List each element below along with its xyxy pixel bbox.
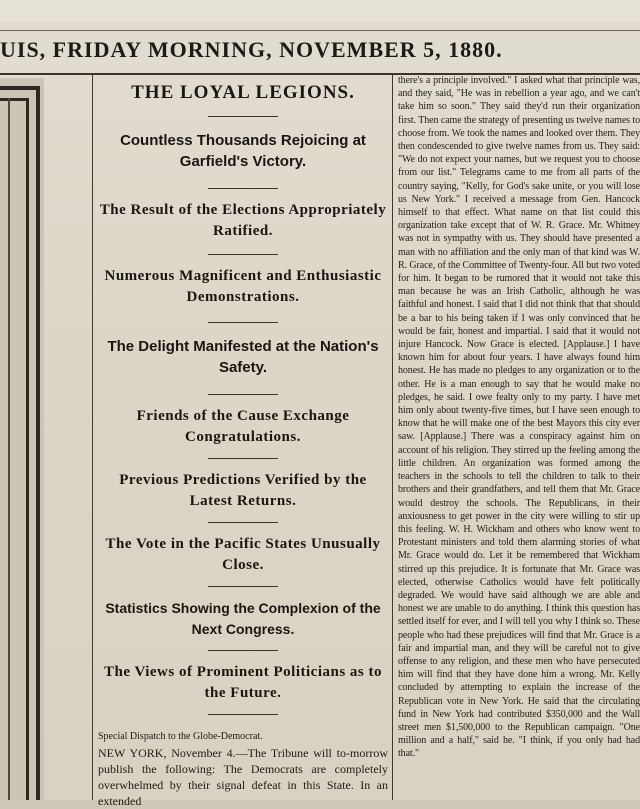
- deck-separator: [208, 394, 278, 395]
- deck-separator: [208, 254, 278, 255]
- border-band: [0, 98, 28, 101]
- deck-separator: [208, 458, 278, 459]
- lead-article: [98, 76, 388, 808]
- deck-separator: [208, 322, 278, 323]
- deck-separator: [208, 116, 278, 117]
- border-band: [36, 86, 40, 800]
- column-rule: [92, 74, 93, 800]
- deck-separator: [208, 714, 278, 715]
- headline-title: THE LOYAL LEGIONS.: [131, 82, 355, 103]
- dispatch-body: [98, 729, 388, 809]
- deck-separator: [208, 522, 278, 523]
- left-cropped-column: [0, 78, 44, 800]
- dispatch-label: Special Dispatch to the Globe-Democrat.: [98, 731, 263, 742]
- column-rule: [392, 74, 393, 800]
- border-band: [8, 98, 10, 800]
- deck-4: The Delight Manifested at the Nation's Safety.: [107, 338, 379, 376]
- deck-2: The Result of the Elections Appropriately Ratified.: [99, 202, 387, 239]
- deck-separator: [208, 188, 278, 189]
- deck-5: Friends of the Cause Exchange Congratulations.: [136, 408, 350, 445]
- right-column-article: [398, 74, 640, 800]
- masthead: [0, 30, 640, 75]
- masthead-dateline: UIS, FRIDAY MORNING, NOVEMBER 5, 1880.: [0, 37, 503, 62]
- deck-6: Previous Predictions Verified by the Latest Returns.: [119, 472, 367, 509]
- deck-9: The Views of Prominent Politicians as to the Future.: [103, 664, 383, 701]
- deck-3: Numerous Magnificent and Enthusiastic Demonstrations.: [104, 268, 382, 305]
- deck-1: Countless Thousands Rejoicing at Garfield's Victory.: [120, 132, 366, 170]
- page-top-edge: [0, 0, 640, 22]
- deck-8: Statistics Showing the Complexion of the Next Congress.: [105, 600, 381, 637]
- right-column-text: there's a principle involved." I asked what that principle was, and they said, "He was in rebellion a year ago, and we can't take him so soon." They said they'd run their organization first. Then came the strategy of presenting us twelve names to choose from. We took the names and looked over them. They then condescended to give twelve names from us. They said: "We do not expect your names, but we request you to choose from our list." Telegrams came to me from all parts of the country saying, "Kelly, for God's sake unite, or you will lose us New York." I received a message from Gen. Hancock himself to that effect. What name on that list could this organization take except that of W. R. Grace. Mr. Whitney was not in sympathy with us. They should have presented a man with no affiliation and the only man of that kind was W. R. Grace, of the Committee of Twenty-four. All but two voted for him. It began to be rumored that it would not take this man because he was an Irish Catholic, although he was faithful and honest. I said that I did not think that that should be a bar to his being taken if I was only convinced that he would be fair, honest and impartial. I said that it would not injure Hancock. Now Grace is elected. [Applause.] I have known him for about four years. I have always found him honest. He has made no pledges to any organization or to the other. He is a man enough to say that he would make no pledges, he said. I owe fealty only to my party. I have met him only about twenty-five times, but I have seen enough to know that he will make one of the best Mayors this city ever saw. [Applause.] There was a conspiracy against him on account of his religion. They stirred up the feeling among the little children. An organization was formed among the teachers in the schools to tell the children to talk to their brothers and their grandfathers, and tell them that Mr. Grace would destroy the schools. The Republicans, in their anxiousness to get power in the city were willing to stir up this feeling. W. H. Wickham and others who know went to Protestant ministers and told them alarming stories of what Mr. Grace would do. Let it be remembered that Wickham stirred up this prejudice. It is fortunate that Mr. Grace was elected, otherwise Catholics would have felt politically degraded. We would have said although we are able and honest we are unable to do anything. I think this question has settled itself for ever, and I will tell you why I think so. These people who had these prejudices will find that Mr. Grace is a fair and impartial man, and they will be careful not to give offense to any religion, and these men who have persecuted him will find that they have done him a wrong. Mr. Kelly concluded by attempting to explain the increase of the Republican vote in New York. He said that the circulating fund in New York had contributed $350,000 and the Wall street men $1,500,000 to the Republican campaign. "One million and a half," said he. "I think, if you only had had that.": [398, 75, 640, 760]
- deck-7: The Vote in the Pacific States Unusually Close.: [105, 536, 381, 573]
- deck-separator: [208, 586, 278, 587]
- border-band: [0, 86, 40, 90]
- deck-separator: [208, 650, 278, 651]
- dispatch-text: NEW YORK, November 4.—The Tribune will to-morrow publish the following: The Democrats are completely overwhelmed by their signal defeat in this State. In an extended: [98, 746, 388, 808]
- border-band: [26, 98, 29, 800]
